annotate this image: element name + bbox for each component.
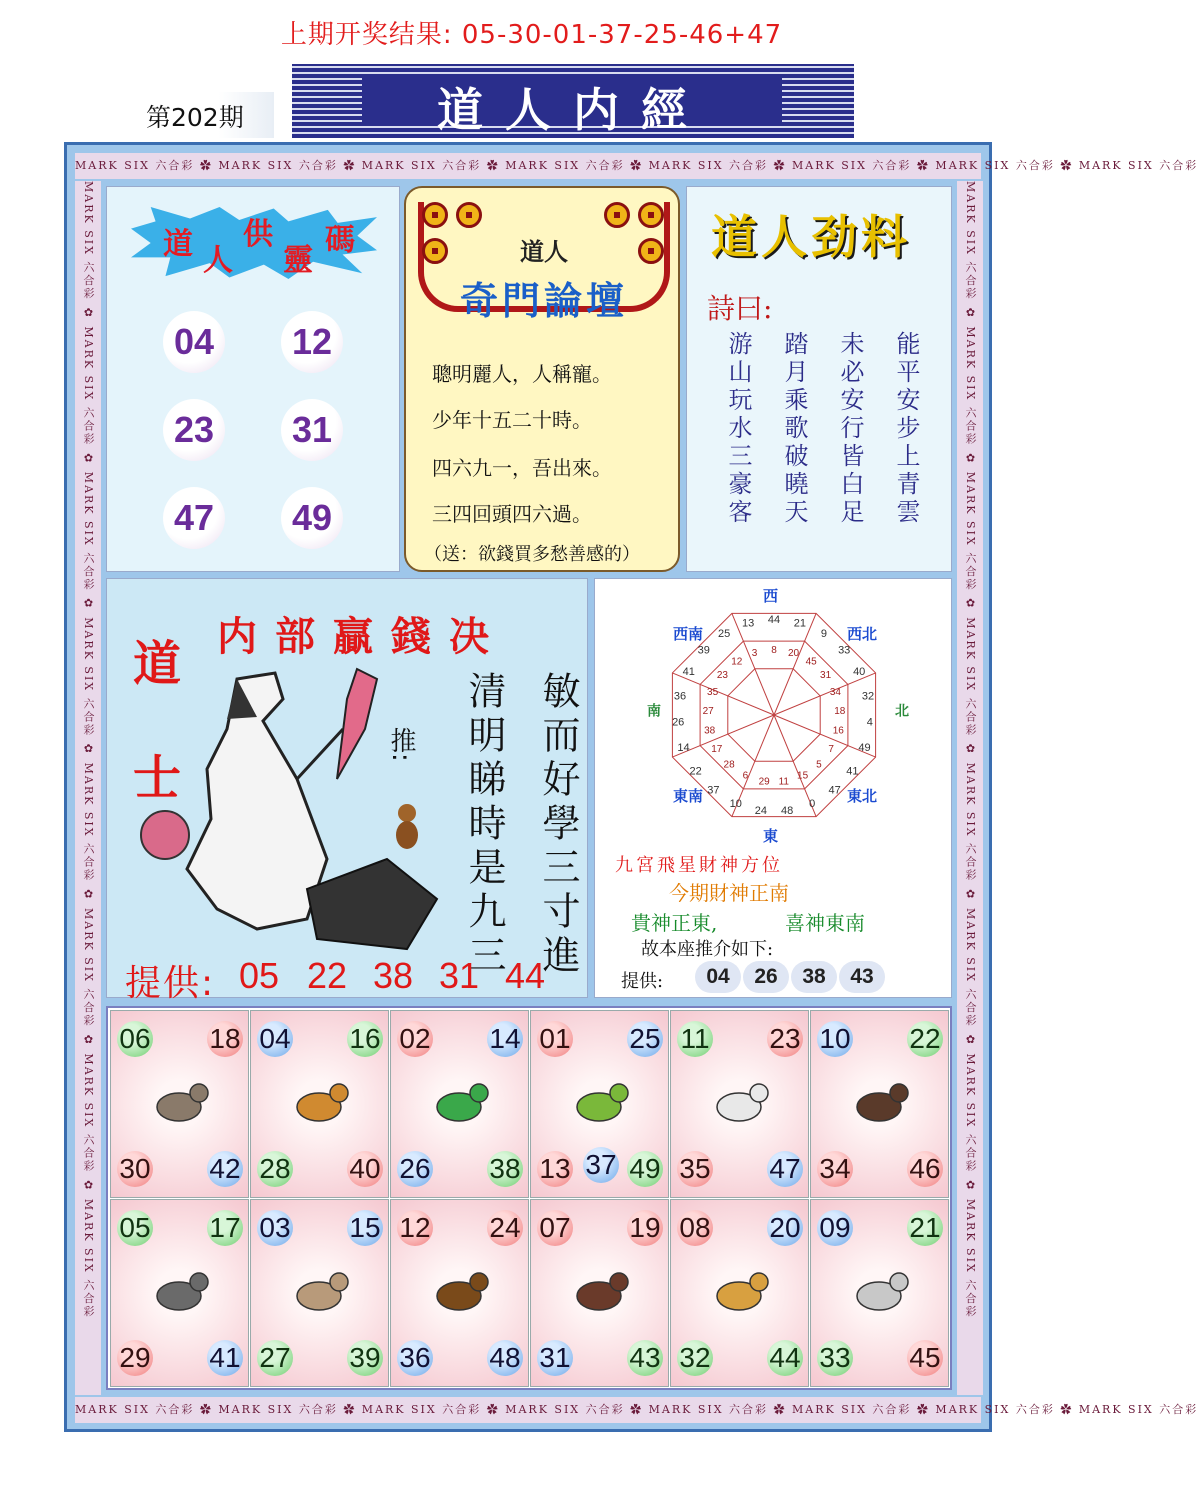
lucky-code-panel [106, 186, 400, 572]
zodiac-number: 04 [257, 1021, 293, 1057]
verse-line: 聰明麗人，人稱寵。 [432, 362, 612, 386]
rat-icon [149, 1069, 213, 1133]
zodiac-cell-rooster [810, 1199, 949, 1387]
poem-column: 未必安行皆白足 [836, 331, 864, 527]
taoist-side-char: 士 [133, 750, 182, 806]
goat-icon [709, 1069, 773, 1133]
compass-inner-number: 20 [787, 647, 800, 659]
compass-inner-number: 6 [742, 770, 749, 782]
compass-inner-number: 3 [751, 647, 758, 659]
verse-line: 少年十五二十時。 [432, 408, 592, 432]
poem-column: 游山玩水三豪客 [724, 331, 752, 527]
taoist-number: 31 [439, 955, 480, 996]
zodiac-cell-ox [110, 1199, 249, 1387]
zodiac-number: 10 [817, 1021, 853, 1057]
taoist-side-char: 道 [133, 636, 182, 692]
taoist-recommend-label: 推: [386, 727, 416, 762]
zodiac-number: 16 [347, 1021, 383, 1057]
compass-ring-number: 10 [729, 798, 742, 811]
zodiac-number: 03 [257, 1210, 293, 1246]
zodiac-number: 33 [817, 1340, 853, 1376]
compass-ring-number: 25 [717, 628, 731, 640]
lucky-title-char: 靈 [283, 243, 313, 278]
snake-icon [569, 1069, 633, 1133]
compass-inner-number: 15 [797, 770, 809, 782]
lucky-title-char: 人 [203, 243, 233, 278]
direction-west: 西 [763, 587, 779, 605]
compass-inner-number: 17 [711, 744, 723, 755]
coin-icon [638, 202, 664, 228]
zodiac-number: 18 [207, 1021, 243, 1057]
compass-inner-number: 31 [820, 669, 832, 681]
direction-south: 南 [645, 703, 661, 717]
zodiac-cell-dog [670, 1199, 809, 1387]
zodiac-number: 46 [907, 1151, 943, 1187]
horse-icon [429, 1258, 493, 1322]
compass-inner-number: 35 [707, 686, 719, 698]
poem-label: 詩曰: [707, 292, 773, 325]
lucky-title-char: 碼 [325, 223, 355, 258]
zodiac-cell-tiger [250, 1010, 389, 1198]
zodiac-number: 01 [537, 1021, 573, 1057]
zodiac-cell-rat [110, 1010, 249, 1198]
lucky-number: 12 [281, 311, 343, 373]
zodiac-number: 25 [627, 1021, 663, 1057]
last-draw-result: 上期开奖结果: 05-30-01-37-25-46+47 [280, 20, 783, 50]
coin-icon [422, 202, 448, 228]
zodiac-number: 31 [537, 1340, 573, 1376]
poem-title: 道人劲料 [711, 210, 911, 264]
compass-ring-number: 21 [793, 617, 807, 630]
direction-southeast: 東南 [673, 787, 704, 805]
zodiac-number: 45 [907, 1340, 943, 1376]
recommend-text: 故本座推介如下: [641, 939, 774, 960]
zodiac-number: 44 [767, 1340, 803, 1376]
compass-ring-number: 47 [828, 784, 841, 797]
compass-number: 43 [839, 961, 885, 993]
issue-number: 第202期 [136, 92, 274, 138]
compass-ring-number: 48 [780, 805, 794, 818]
zodiac-number: 48 [487, 1340, 523, 1376]
zodiac-number: 19 [627, 1210, 663, 1246]
taoist-number: 38 [373, 955, 414, 996]
zodiac-number: 37 [583, 1147, 619, 1183]
ox-icon [149, 1258, 213, 1322]
border-strip-bottom: MARK SIX 六合彩 ✿ MARK SIX 六合彩 ✿ MARK SIX 六合彩 ✿ MARK SIX 六合彩 ✿ MARK SIX 六合彩 ✿ MARK SIX 六合彩 ✿ MARK SIX 六合彩 ✿ MARK SIX 六合彩 [75, 1397, 981, 1423]
zodiac-number: 13 [537, 1151, 573, 1187]
lucky-title-char: 道 [163, 227, 193, 262]
zodiac-number: 28 [257, 1151, 293, 1187]
zodiac-number: 02 [397, 1021, 433, 1057]
monkey-icon [393, 803, 421, 851]
zodiac-number: 43 [627, 1340, 663, 1376]
zodiac-cell-pig [530, 1199, 669, 1387]
taoist-title: 内部贏錢决 [217, 613, 507, 660]
zodiac-number: 39 [347, 1340, 383, 1376]
compass-ring-number: 36 [673, 690, 687, 703]
nine-palace-heading: 九宮飛星財神方位 [615, 855, 783, 876]
zodiac-number: 17 [207, 1210, 243, 1246]
compass-inner-number: 11 [778, 776, 789, 788]
taoist-number: 22 [307, 955, 348, 996]
compass-provide-label: 提供: [621, 971, 664, 992]
noble-god-direction: 貴神正東, [631, 911, 718, 935]
compass-number: 26 [743, 961, 789, 993]
title-banner [292, 64, 854, 138]
compass-inner-number: 12 [731, 656, 743, 668]
compass-ring-number: 22 [689, 765, 702, 778]
zodiac-number: 06 [117, 1021, 153, 1057]
zodiac-number: 24 [487, 1210, 523, 1246]
verse-line: 四六九一，吾出來。 [432, 456, 612, 480]
direction-east: 東 [763, 827, 779, 845]
compass-inner-number: 38 [704, 725, 716, 737]
zodiac-number: 29 [117, 1340, 153, 1376]
poem-column: 踏月乘歌破曉天 [780, 331, 808, 527]
zodiac-number: 22 [907, 1021, 943, 1057]
lucky-number: 47 [163, 487, 225, 549]
taoist-panel [106, 578, 588, 1004]
forum-panel [404, 186, 680, 572]
compass-inner-number: 34 [829, 686, 841, 698]
zodiac-number: 32 [677, 1340, 713, 1376]
border-strip-right: MARK SIX 六合彩 ✿ MARK SIX 六合彩 ✿ MARK SIX 六合彩 ✿ MARK SIX 六合彩 ✿ MARK SIX 六合彩 ✿ MARK SIX 六合彩 ✿ MARK SIX 六合彩 ✿ MARK SIX 六合彩 [957, 181, 983, 1395]
forum-title: 奇門論壇 [459, 278, 628, 323]
compass-inner-number: 27 [702, 706, 714, 718]
compass-ring-number: 32 [861, 690, 875, 703]
forum-subtitle: 道人 [520, 237, 568, 266]
joy-god-direction: 喜神東南 [785, 911, 865, 935]
lucky-number: 23 [163, 399, 225, 461]
direction-northeast: 東北 [847, 787, 878, 805]
compass-number: 38 [791, 961, 837, 993]
verse-note: （送：欲錢買多愁善感的） [424, 544, 640, 565]
tiger-icon [289, 1069, 353, 1133]
compass-inner-number: 5 [816, 759, 822, 771]
zodiac-number: 12 [397, 1210, 433, 1246]
compass-ring-number: 26 [672, 716, 685, 729]
zodiac-grid [106, 1006, 952, 1390]
compass-ring-number: 41 [846, 765, 859, 778]
zodiac-number: 21 [907, 1210, 943, 1246]
zodiac-number: 14 [487, 1021, 523, 1057]
zodiac-number: 30 [117, 1151, 153, 1187]
compass-ring-number: 4 [866, 716, 873, 729]
verse-line: 三四回頭四六過。 [432, 502, 592, 526]
lucky-title [131, 207, 377, 279]
coin-icon [604, 202, 630, 228]
border-strip-left: MARK SIX 六合彩 ✿ MARK SIX 六合彩 ✿ MARK SIX 六合彩 ✿ MARK SIX 六合彩 ✿ MARK SIX 六合彩 ✿ MARK SIX 六合彩 ✿ MARK SIX 六合彩 ✿ MARK SIX 六合彩 [75, 181, 101, 1395]
zodiac-number: 49 [627, 1151, 663, 1187]
compass-ring-number: 13 [741, 617, 755, 630]
zodiac-number: 09 [817, 1210, 853, 1246]
zodiac-cell-goat [670, 1010, 809, 1198]
nine-palace-panel [594, 578, 952, 998]
compass-ring-number: 37 [707, 784, 720, 797]
compass-ring-number: 40 [853, 665, 866, 678]
compass-ring-number: 41 [682, 665, 695, 678]
compass-inner-number: 29 [758, 776, 770, 788]
zodiac-number: 42 [207, 1151, 243, 1187]
dragon-icon [429, 1069, 493, 1133]
lucky-number: 31 [281, 399, 343, 461]
rabbit-icon [289, 1258, 353, 1322]
zodiac-number: 08 [677, 1210, 713, 1246]
compass-number: 04 [695, 961, 741, 993]
compass-ring-number: 24 [754, 805, 768, 818]
zodiac-number: 26 [397, 1151, 433, 1187]
direction-north: 北 [893, 703, 909, 717]
direction-northwest: 西北 [847, 625, 878, 643]
border-strip-top: MARK SIX 六合彩 ✿ MARK SIX 六合彩 ✿ MARK SIX 六合彩 ✿ MARK SIX 六合彩 ✿ MARK SIX 六合彩 ✿ MARK SIX 六合彩 ✿ MARK SIX 六合彩 ✿ MARK SIX 六合彩 [75, 153, 981, 179]
compass-ring-number: 49 [858, 742, 871, 755]
compass-inner-number: 23 [716, 669, 728, 681]
rooster-icon [849, 1258, 913, 1322]
lucky-number: 49 [281, 487, 343, 549]
compass-ring-number: 0 [809, 798, 816, 811]
compass-inner-number: 16 [832, 725, 844, 737]
zodiac-number: 27 [257, 1340, 293, 1376]
zodiac-number: 23 [767, 1021, 803, 1057]
compass-inner-number: 28 [723, 759, 735, 771]
dog-icon [709, 1258, 773, 1322]
compass-ring-number: 9 [820, 628, 827, 640]
zodiac-number: 20 [767, 1210, 803, 1246]
zodiac-number: 38 [487, 1151, 523, 1187]
compass-ring-number: 33 [838, 644, 851, 657]
zodiac-number: 40 [347, 1151, 383, 1187]
zodiac-cell-snake [530, 1010, 669, 1198]
taoist-provide-label: 提供: [125, 963, 216, 1004]
compass-inner-number: 7 [828, 744, 834, 755]
compass-inner-number: 45 [805, 656, 817, 668]
poem-panel [686, 186, 952, 572]
zodiac-cell-monkey [810, 1010, 949, 1198]
zodiac-cell-rabbit [250, 1199, 389, 1387]
taoist-number: 44 [505, 955, 546, 996]
zodiac-number: 35 [677, 1151, 713, 1187]
compass-ring-number: 14 [677, 742, 690, 755]
taoist-verse-column: 敏而好學三寸進 [536, 671, 580, 979]
taoist-number: 05 [239, 955, 280, 996]
zodiac-number: 15 [347, 1210, 383, 1246]
compass-inner-number: 18 [834, 706, 846, 718]
zodiac-number: 47 [767, 1151, 803, 1187]
coin-icon [456, 202, 482, 228]
zodiac-cell-horse [390, 1199, 529, 1387]
compass-ring-number: 39 [697, 644, 710, 657]
monkey-icon [849, 1069, 913, 1133]
zodiac-number: 11 [677, 1021, 713, 1057]
lucky-title-char: 供 [243, 217, 273, 252]
compass-ring-number: 44 [767, 614, 781, 626]
compass-inner-number: 8 [771, 645, 777, 656]
zodiac-number: 41 [207, 1340, 243, 1376]
direction-southwest: 西南 [673, 625, 704, 643]
wealth-god-direction: 今期財神正南 [669, 881, 789, 905]
pig-icon [569, 1258, 633, 1322]
zodiac-number: 05 [117, 1210, 153, 1246]
taoist-verse-column: 清明睇時是九三 [462, 671, 506, 979]
poem-column: 能平安步上青雲 [892, 331, 920, 527]
page-title: 道人内經 [437, 83, 709, 137]
zodiac-number: 34 [817, 1151, 853, 1187]
zodiac-number: 07 [537, 1210, 573, 1246]
zodiac-number: 36 [397, 1340, 433, 1376]
lucky-number: 04 [163, 311, 225, 373]
zodiac-cell-dragon [390, 1010, 529, 1198]
